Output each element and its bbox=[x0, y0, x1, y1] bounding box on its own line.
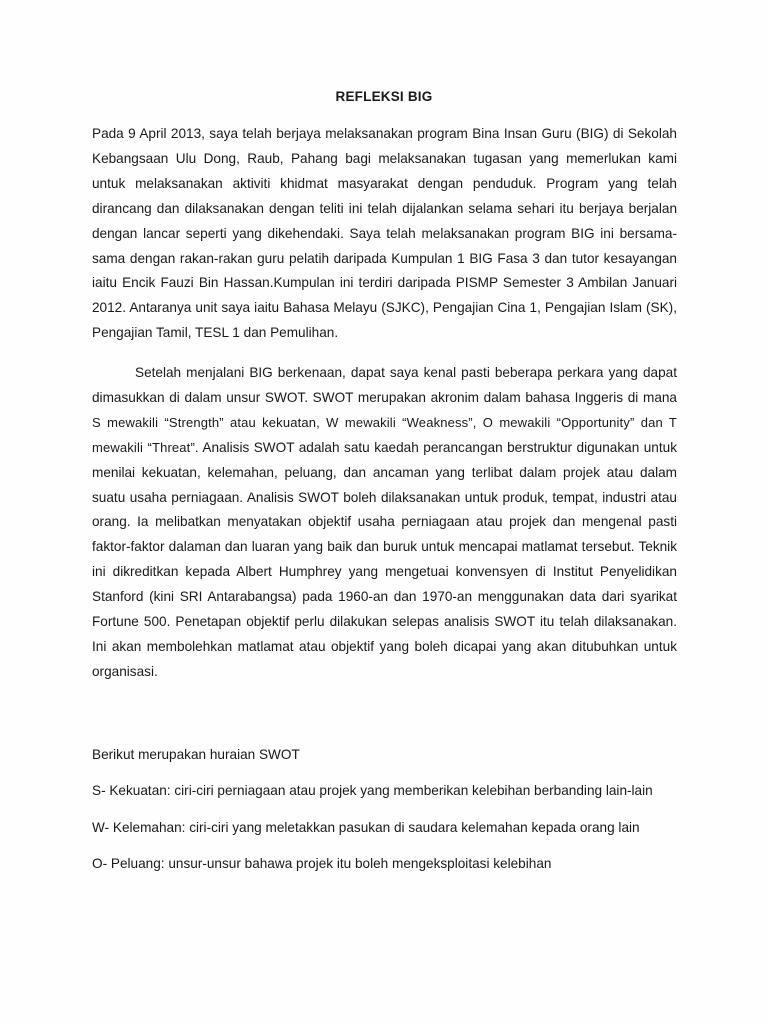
paragraph-introduction: Pada 9 April 2013, saya telah berjaya melaksanakan program Bina Insan Guru (BIG) di Sekolah Kebangsaan Ulu Dong, Raub, Pahang bagi melaksanakan tugasan yang memerlukan kami untuk melaksanakan aktiviti khidmat masyarakat dengan penduduk. Program yang telah dirancang dan dilaksanakan dengan teliti ini telah dijalankan selama sehari itu berjaya berjalan dengan lancar seperti yang dikehendaki. Saya telah melaksanakan program BIG ini bersama-sama dengan rakan-rakan guru pelatih daripada Kumpulan 1 BIG Fasa 3 dan tutor kesayangan iaitu Encik Fauzi Bin Hassan.Kumpulan ini terdiri daripada PISMP Semester 3 Ambilan Januari 2012. Antaranya unit saya iaitu Bahasa Melayu (SJKC), Pengajian Cina 1, Pengajian Islam (SK), Pengajian Tamil, TESL 1 dan Pemulihan. bbox=[92, 126, 677, 341]
paragraph-swot-explanation bbox=[92, 361, 677, 685]
swot-item-weakness: W- Kelemahan: ciri-ciri yang meletakkan pasukan di saudara kelemahan kepada orang lain bbox=[92, 820, 640, 835]
swot-list-intro: Berikut merupakan huraian SWOT bbox=[92, 747, 300, 762]
paragraph-swot-part1: Setelah menjalani BIG berkenaan, dapat saya kenal pasti beberapa perkara yang dapat dimasukkan di dalam unsur SWOT. SWOT merupakan akronim dalam bahasa Inggeris di mana bbox=[92, 365, 677, 405]
paragraph-swot-definition: S mewakili “Strength” atau kekuatan, W mewakili “Weakness”, O mewakili “Opportunity” dan T mewakili “Threat”. bbox=[92, 414, 677, 455]
swot-item-strength: S- Kekuatan: ciri-ciri perniagaan atau projek yang memberikan kelebihan berbanding lain-lain bbox=[92, 783, 653, 798]
paragraph-swot-part3: Analisis SWOT adalah satu kaedah perancangan berstruktur digunakan untuk menilai kekuatan, kelemahan, peluang, dan ancaman yang terlibat dalam projek atau dalam suatu usaha perniagaan. Analisis SWOT boleh dilaksanakan untuk produk, tempat, industri atau orang. Ia melibatkan menyatakan objektif usaha perniagaan atau projek dan mengenal pasti faktor-faktor dalaman dan luaran yang baik dan buruk untuk mencapai matlamat tersebut. Teknik ini dikreditkan kepada Albert Humphrey yang mengetuai konvensyen di Institut Penyelidikan Stanford (kini SRI Antarabangsa) pada 1960-an dan 1970-an menggunakan data dari syarikat Fortune 500. Penetapan objektif perlu dilakukan selepas analisis SWOT itu telah dilaksanakan. Ini akan membolehkan matlamat atau objektif yang boleh dicapai yang akan ditubuhkan untuk organisasi. bbox=[92, 439, 677, 679]
document-title: REFLEKSI BIG bbox=[335, 89, 433, 104]
swot-item-opportunity: O- Peluang: unsur-unsur bahawa projek itu boleh mengeksploitasi kelebihan bbox=[92, 856, 552, 871]
